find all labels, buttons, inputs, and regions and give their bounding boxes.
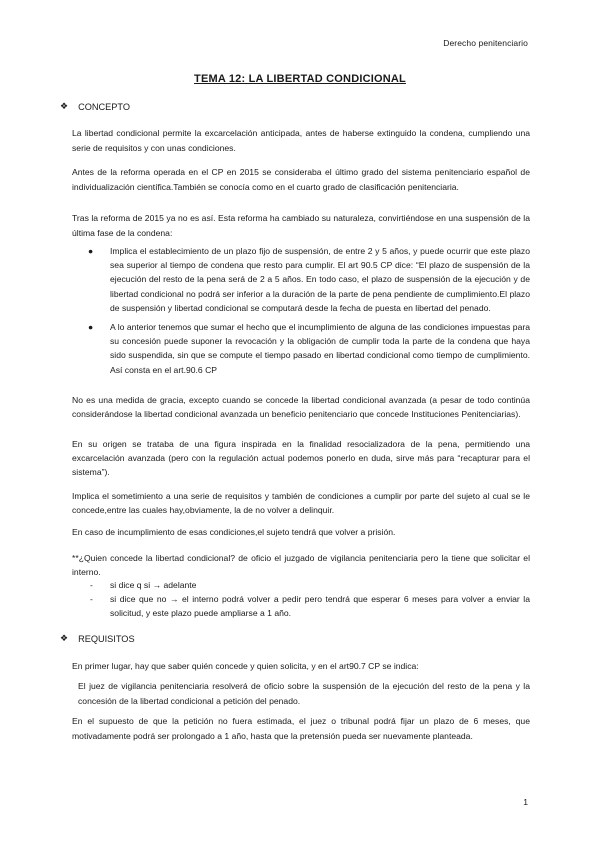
list-item: [88, 592, 530, 620]
dash-list: [88, 578, 530, 621]
paragraph: **¿Quien concede la libertad condicional? de oficio el juzgado de vigilancia penitenciaria pero la tiene que solicitar el interno.: [72, 553, 530, 578]
dash-bullet-icon: -: [90, 580, 93, 590]
list-item-text: Implica el establecimiento de un plazo fijo de suspensión, de entre 2 y 5 años, y puede ocurrir que este plazo sea superior al tiempo de condena que resto para cumplir. El art 90.5 CP dice: “El plazo de suspensión de la ejecución del resto de la pena será de 2 a 5 años. En todo caso, el plazo de suspensión de la ejecución y de libertad condicional no podrá ser inferior a la duración de la parte de pena pendiente de cumplimiento.El plazo de suspensión y libertad condicional se computará desde la fecha de puesta en libertad del penado.: [110, 246, 530, 313]
list-item-text: si dice q si → adelante: [110, 580, 197, 590]
list-item: [88, 320, 530, 377]
paragraph: Antes de la reforma operada en el CP en 2015 se consideraba el último grado del sistema penitenciario español de individualización científica.También se conocía como en el cuarto grado de clasificación penitenciaria.: [72, 167, 530, 192]
dash-bullet-icon: -: [90, 594, 93, 605]
legal-quote: El juez de vigilancia penitenciaria resolverá de oficio sobre la suspensión de la ejecución del resto de la pena y la concesión de la libertad condicional a petición del penado.: [78, 681, 530, 706]
list-item: [88, 244, 530, 315]
bullet-list: [88, 244, 530, 382]
paragraph: Tras la reforma de 2015 ya no es así. Esta reforma ha cambiado su naturaleza, convirtiéndose en una suspensión de la última fase de la condena:: [72, 213, 530, 238]
paragraph: No es una medida de gracia, excepto cuando se concede la libertad condicional avanzada (a pesar de todo continúa considerándose la libertad condicional avanzada un beneficio penitenciario que concede Instituciones Penitenciarias).: [72, 395, 530, 420]
section-heading-label: CONCEPTO: [78, 101, 130, 112]
bullet-dot-icon: ●: [88, 322, 94, 333]
page-number: 1: [523, 797, 528, 807]
list-item: [88, 578, 530, 592]
diamond-bullet-icon: ❖: [60, 633, 69, 643]
paragraph: En su origen se trataba de una figura inspirada en la finalidad resocializadora de la pena, permitiendo una excarcelación avanzada (pero con la regulación actual podemos ponerlo en duda, sirve más para “recapturar para el sistema”).: [72, 439, 530, 478]
paragraph: En primer lugar, hay que saber quién concede y quien solicita, y en el art90.7 CP se indica:: [72, 661, 419, 671]
paragraph: En el supuesto de que la petición no fuera estimada, el juez o tribunal podrá fijar un plazo de 6 meses, que motivadamente podrá ser prolongado a 1 año, hasta que la pretensión pueda ser nuevamente planteada.: [72, 716, 530, 741]
section-heading-concepto: [60, 101, 130, 112]
section-heading-requisitos: [60, 633, 135, 644]
diamond-bullet-icon: ❖: [60, 101, 69, 111]
page-title: TEMA 12: LA LIBERTAD CONDICIONAL: [194, 73, 406, 85]
list-item-text: si dice que no → el interno podrá volver a pedir pero tendrá que esperar 6 meses para volver a enviar la solicitud, y este plazo puede ampliarse a 1 año.: [110, 594, 530, 619]
bullet-dot-icon: ●: [88, 246, 94, 256]
running-header: Derecho penitenciario: [443, 38, 528, 48]
paragraph: Implica el sometimiento a una serie de requisitos y también de condiciones a cumplir por parte del sujeto al cual se le concede,entre las cuales hay,obviamente, la de no volver a delinquir.: [72, 491, 530, 516]
list-item-text: A lo anterior tenemos que sumar el hecho que el incumplimiento de alguna de las condiciones impuestas para su concesión puede suponer la revocación y la obligación de cumplir toda la parte de la condena que haya sido suspendida, sin que se compute el tiempo pasado en libertad condicional como tiempo de cumplimiento. Así consta en el art.90.6 CP: [110, 322, 530, 375]
paragraph: En caso de incumplimiento de esas condiciones,el sujeto tendrá que volver a prisión.: [72, 527, 396, 537]
section-heading-label: REQUISITOS: [78, 633, 135, 644]
paragraph: La libertad condicional permite la excarcelación anticipada, antes de haberse extinguido la condena, cumpliendo una serie de requisitos y con unas condiciones.: [72, 128, 530, 153]
